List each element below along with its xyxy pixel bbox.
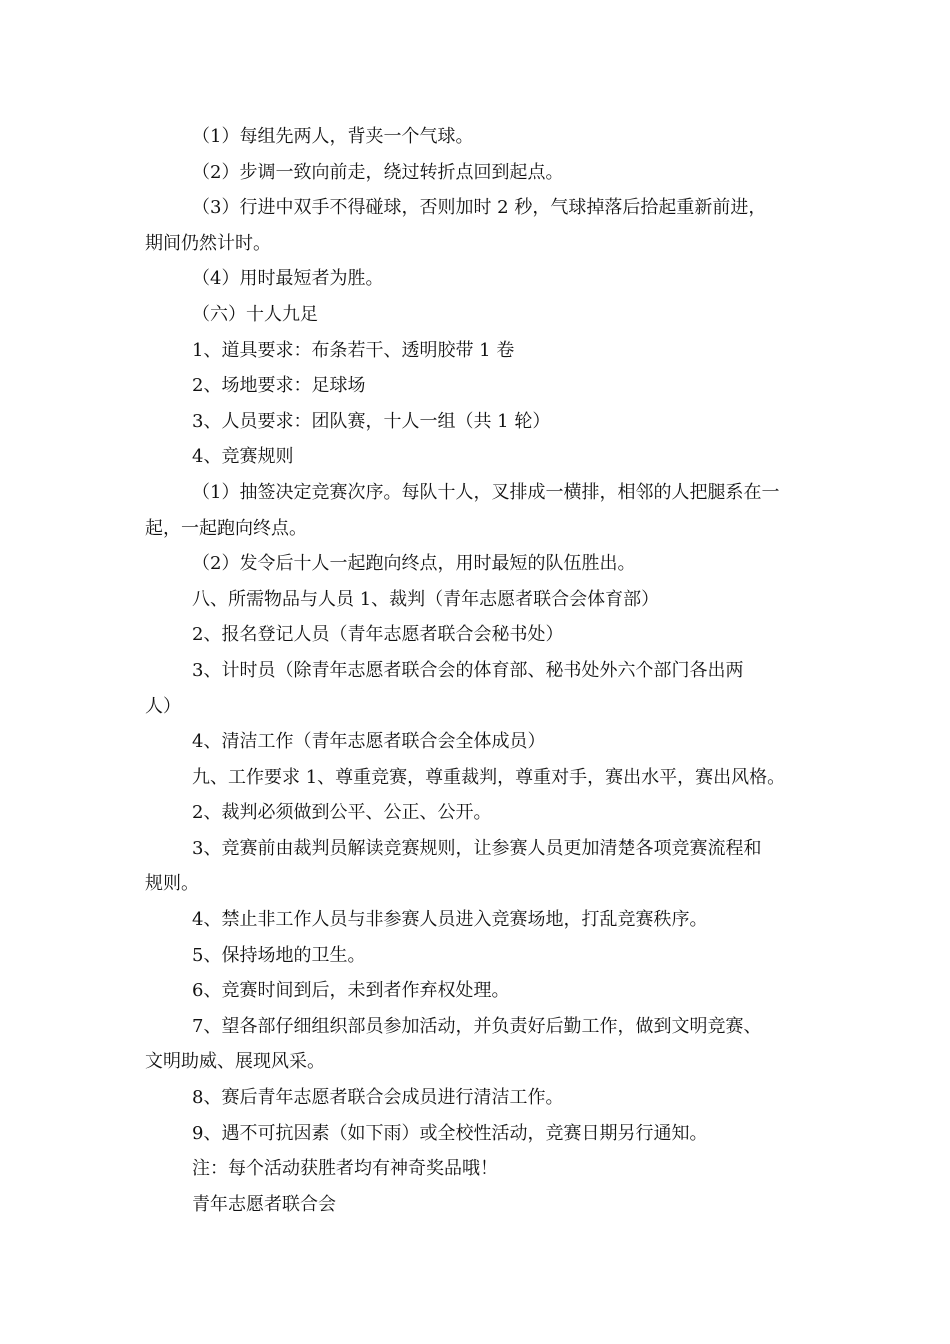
paragraph: 9、遇不可抗因素（如下雨）或全校性活动，竞赛日期另行通知。 (192, 1122, 708, 1144)
paragraph: （1）每组先两人，背夹一个气球。 (192, 126, 474, 147)
paragraph: 3、人员要求：团队赛，十人一组（共 1 轮） (192, 410, 551, 432)
paragraph: （2）步调一致向前走，绕过转折点回到起点。 (192, 161, 564, 183)
paragraph: 6、竞赛时间到后，未到者作弃权处理。 (192, 980, 510, 1002)
section-heading: 八、所需物品与人员 1、裁判（青年志愿者联合会体育部） (192, 588, 660, 610)
note: 注：每个活动获胜者均有神奇奖品哦！ (192, 1158, 498, 1180)
paragraph: 8、赛后青年志愿者联合会成员进行清洁工作。 (192, 1087, 564, 1109)
paragraph-continuation: 人） (145, 695, 181, 717)
signature-organization: 青年志愿者联合会 (192, 1193, 336, 1215)
section-heading: 九、工作要求 1、尊重竞赛，尊重裁判，尊重对手，赛出水平，赛出风格。 (192, 766, 786, 788)
paragraph: （1）抽签决定竞赛次序。每队十人，叉排成一横排，相邻的人把腿系在一 (192, 481, 780, 503)
paragraph: 3、计时员（除青年志愿者联合会的体育部、秘书处外六个部门各出两 (192, 659, 744, 681)
paragraph: 4、清洁工作（青年志愿者联合会全体成员） (192, 731, 546, 753)
paragraph: 1、道具要求：布条若干、透明胶带 1 卷 (192, 339, 515, 361)
document-body (145, 119, 810, 1222)
paragraph: 3、竞赛前由裁判员解读竞赛规则，让参赛人员更加清楚各项竞赛流程和 (192, 837, 762, 859)
paragraph: 2、裁判必须做到公平、公正、公开。 (192, 802, 492, 824)
paragraph: 2、场地要求：足球场 (192, 375, 366, 397)
paragraph: （2）发令后十人一起跑向终点，用时最短的队伍胜出。 (192, 553, 636, 575)
paragraph: 7、望各部仔细组织部员参加活动，并负责好后勤工作，做到文明竞赛、 (192, 1015, 762, 1037)
paragraph: 4、禁止非工作人员与非参赛人员进入竞赛场地，打乱竞赛秩序。 (192, 909, 708, 931)
paragraph-continuation: 文明助威、展现风采。 (145, 1051, 325, 1073)
paragraph: （3）行进中双手不得碰球，否则加时 2 秒，气球掉落后拾起重新前进， (192, 197, 767, 219)
paragraph: 4、竞赛规则 (192, 446, 294, 468)
paragraph: 5、保持场地的卫生。 (192, 944, 366, 966)
paragraph: （4）用时最短者为胜。 (192, 268, 384, 290)
section-heading: （六）十人九足 (192, 303, 318, 325)
paragraph: 2、报名登记人员（青年志愿者联合会秘书处） (192, 624, 564, 646)
paragraph-continuation: 期间仍然计时。 (145, 232, 271, 254)
paragraph-continuation: 规则。 (145, 873, 199, 895)
paragraph-continuation: 起，一起跑向终点。 (145, 517, 307, 539)
